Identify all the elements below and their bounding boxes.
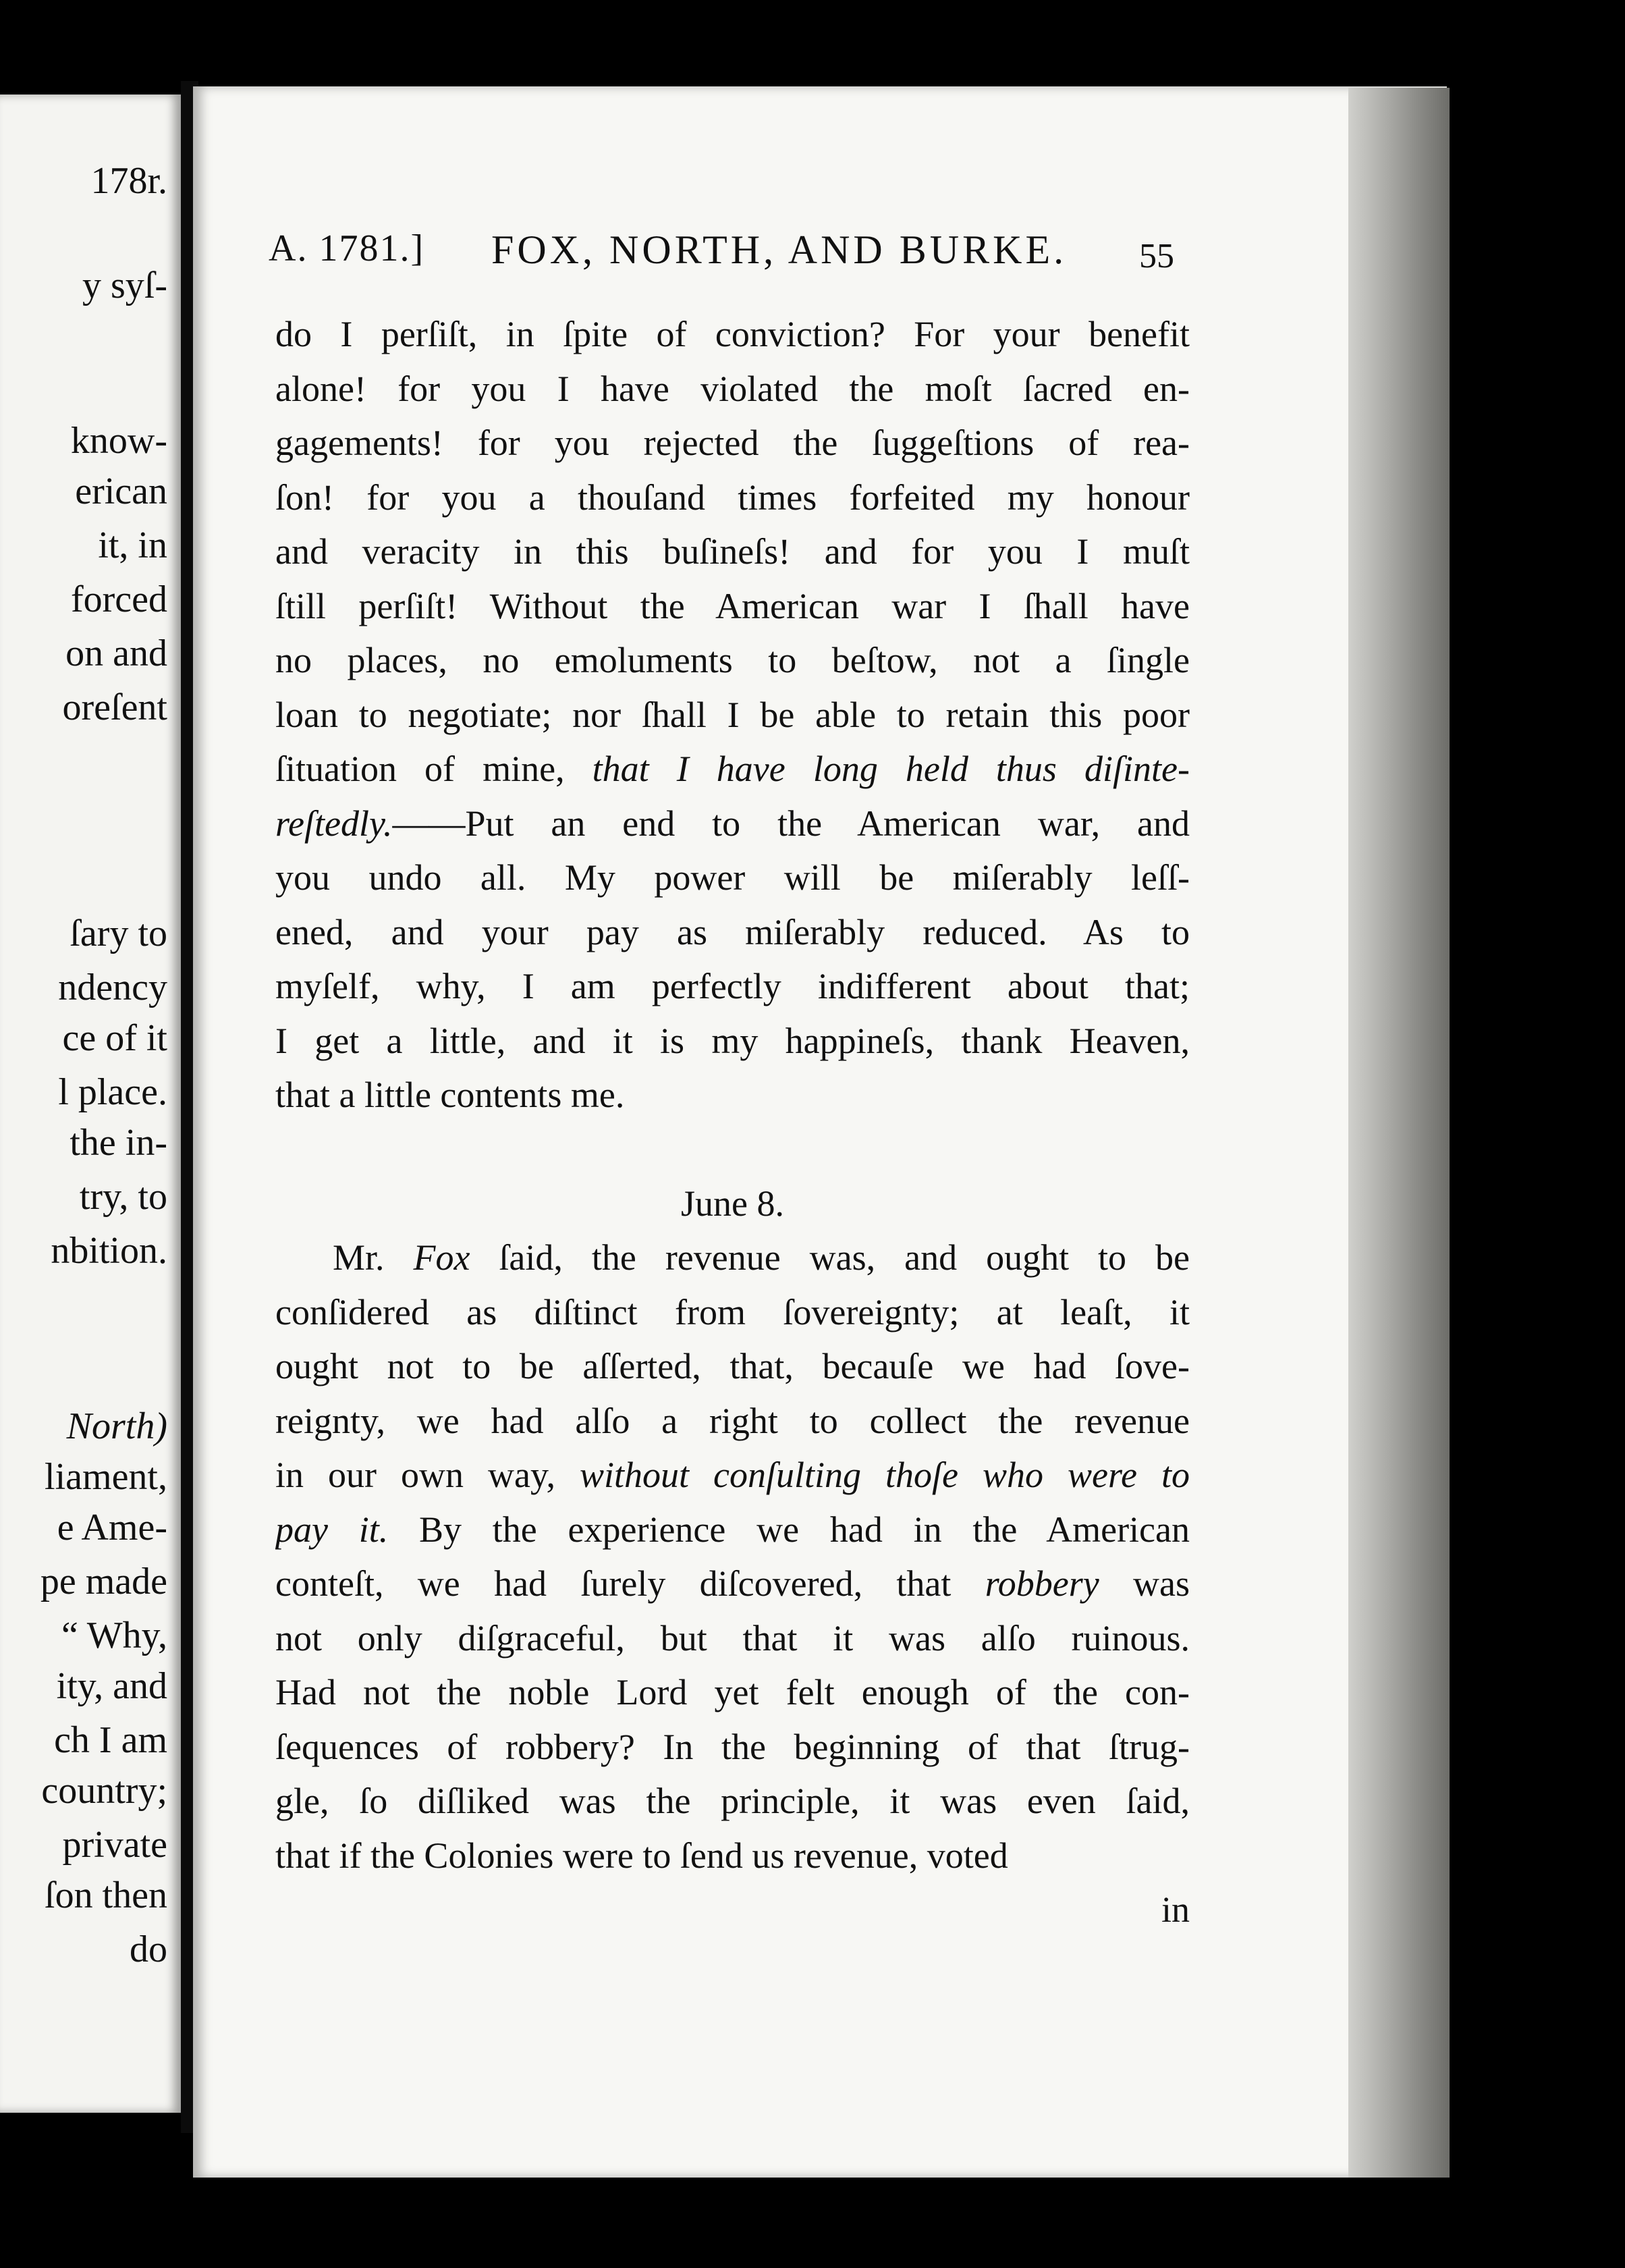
text-run: was <box>1099 1563 1190 1604</box>
text-line: ſtill perſiſt! Without the American war I ſhall have <box>275 585 1190 626</box>
facing-page-line: ce of it <box>62 1017 167 1059</box>
italic-run: robbery <box>985 1563 1099 1604</box>
text-line <box>275 742 1190 796</box>
text-line: not only diſgraceful, but that it was alſo ruinous. <box>275 1617 1190 1658</box>
facing-page-line: try, to <box>79 1176 167 1218</box>
facing-page-line: “ Why, <box>61 1615 167 1656</box>
text-line: ened, and your pay as miſerably reduced. As to <box>275 911 1190 952</box>
page-edge-shadow <box>1348 88 1450 2178</box>
text-line: you undo all. My power will be miſerably leſſ- <box>275 857 1190 898</box>
italic-run: Fox <box>413 1237 470 1278</box>
facing-page-line: ſon then <box>45 1874 167 1916</box>
text-line: myſelf, why, I am perfectly indifferent about that; <box>275 966 1190 1006</box>
facing-page-line: on and <box>65 632 167 674</box>
text-line: alone! for you I have violated the moſt ſacred en- <box>275 368 1190 409</box>
text-run: in our own way, <box>275 1455 580 1495</box>
text-run: ſituation of mine, <box>275 749 593 789</box>
facing-page-line: oreſent <box>62 686 167 728</box>
catchword: in <box>1161 1889 1190 1930</box>
text-line <box>275 1503 1190 1557</box>
text-run: conteſt, we had ſurely diſcovered, that <box>275 1563 985 1604</box>
paragraph-fox-remarks <box>275 1231 1190 1883</box>
facing-page-line: forced <box>70 578 167 620</box>
facing-page-line: nbition. <box>51 1230 167 1272</box>
facing-page-line: private <box>62 1824 167 1866</box>
text-line: gle, ſo diſliked was the principle, it was even ſaid, <box>275 1781 1190 1821</box>
italic-run: pay it. <box>275 1509 389 1550</box>
page-body <box>275 307 1190 1937</box>
text-run: ——Put an end to the American war, and <box>392 803 1190 844</box>
text-line <box>275 1231 1190 1285</box>
italic-run: reſtedly. <box>275 803 393 844</box>
text-line: conſidered as diſtinct from ſovereignty; at leaſt, it <box>275 1291 1190 1332</box>
text-line: no places, no emoluments to beſtow, not a ſingle <box>275 640 1190 680</box>
text-line: and veracity in this buſineſs! and for you I muſt <box>275 531 1190 572</box>
text-line: Had not the noble Lord yet felt enough of the con- <box>275 1672 1190 1712</box>
text-line: gagements! for you rejected the ſuggeſtions of rea- <box>275 423 1190 463</box>
facing-page-line: y syſ- <box>82 265 167 306</box>
text-run: By the experience we had in the American <box>388 1509 1190 1550</box>
facing-page-line: l place. <box>58 1071 167 1113</box>
date-heading: June 8. <box>681 1183 784 1224</box>
running-head-year: A. 1781.] <box>269 227 425 269</box>
facing-page-line: 178r. <box>90 160 167 202</box>
facing-page-line: do <box>130 1928 167 1970</box>
facing-page-line: ch I am <box>54 1719 167 1761</box>
text-line: I get a little, and it is my happineſs, thank Heaven, <box>275 1020 1190 1061</box>
text-line: do I perſiſt, in ſpite of conviction? For your benefit <box>275 314 1190 354</box>
running-head-title: FOX, NORTH, AND BURKE. <box>491 227 1068 272</box>
italic-run: without conſulting thoſe who were to <box>579 1455 1190 1495</box>
facing-page-line: ndency <box>58 967 167 1008</box>
text-run: Mr. <box>333 1237 414 1278</box>
text-line: ſon! for you a thouſand times forfeited my honour <box>275 477 1190 518</box>
facing-page-line: know- <box>70 420 167 462</box>
facing-page-line: ity, and <box>56 1665 167 1707</box>
text-line <box>275 796 1190 851</box>
facing-page-line: North) <box>66 1405 167 1447</box>
facing-page-fragment <box>0 94 181 2113</box>
text-line: ſequences of robbery? In the beginning of that ſtrug- <box>275 1726 1190 1767</box>
text-line: reignty, we had alſo a right to collect the revenue <box>275 1400 1190 1441</box>
text-line: loan to negotiate; nor ſhall I be able to retain this poor <box>275 694 1190 735</box>
text-line: that if the Colonies were to ſend us revenue, voted <box>275 1835 1008 1876</box>
facing-page-line: it, in <box>98 524 167 566</box>
facing-page-line: erican <box>75 470 167 512</box>
running-head <box>269 227 1193 281</box>
facing-page-line: pe made <box>40 1561 167 1602</box>
text-run: ſaid, the revenue was, and ought to be <box>470 1237 1190 1278</box>
text-line <box>275 1557 1190 1611</box>
paragraph-speech <box>275 307 1190 1123</box>
italic-run: that I have long held thus diſinte- <box>592 749 1190 789</box>
facing-page-line: e Ame- <box>57 1507 167 1548</box>
text-line: that a little contents me. <box>275 1075 625 1115</box>
facing-page-line: liament, <box>45 1456 167 1498</box>
facing-page-line: ſary to <box>70 913 167 954</box>
text-line: ought not to be aſſerted, that, becauſe we had ſove- <box>275 1346 1190 1386</box>
text-line <box>275 1448 1190 1503</box>
facing-page-line: the in- <box>70 1122 167 1164</box>
page-number: 55 <box>1139 237 1174 275</box>
facing-page-line: country; <box>41 1770 167 1812</box>
